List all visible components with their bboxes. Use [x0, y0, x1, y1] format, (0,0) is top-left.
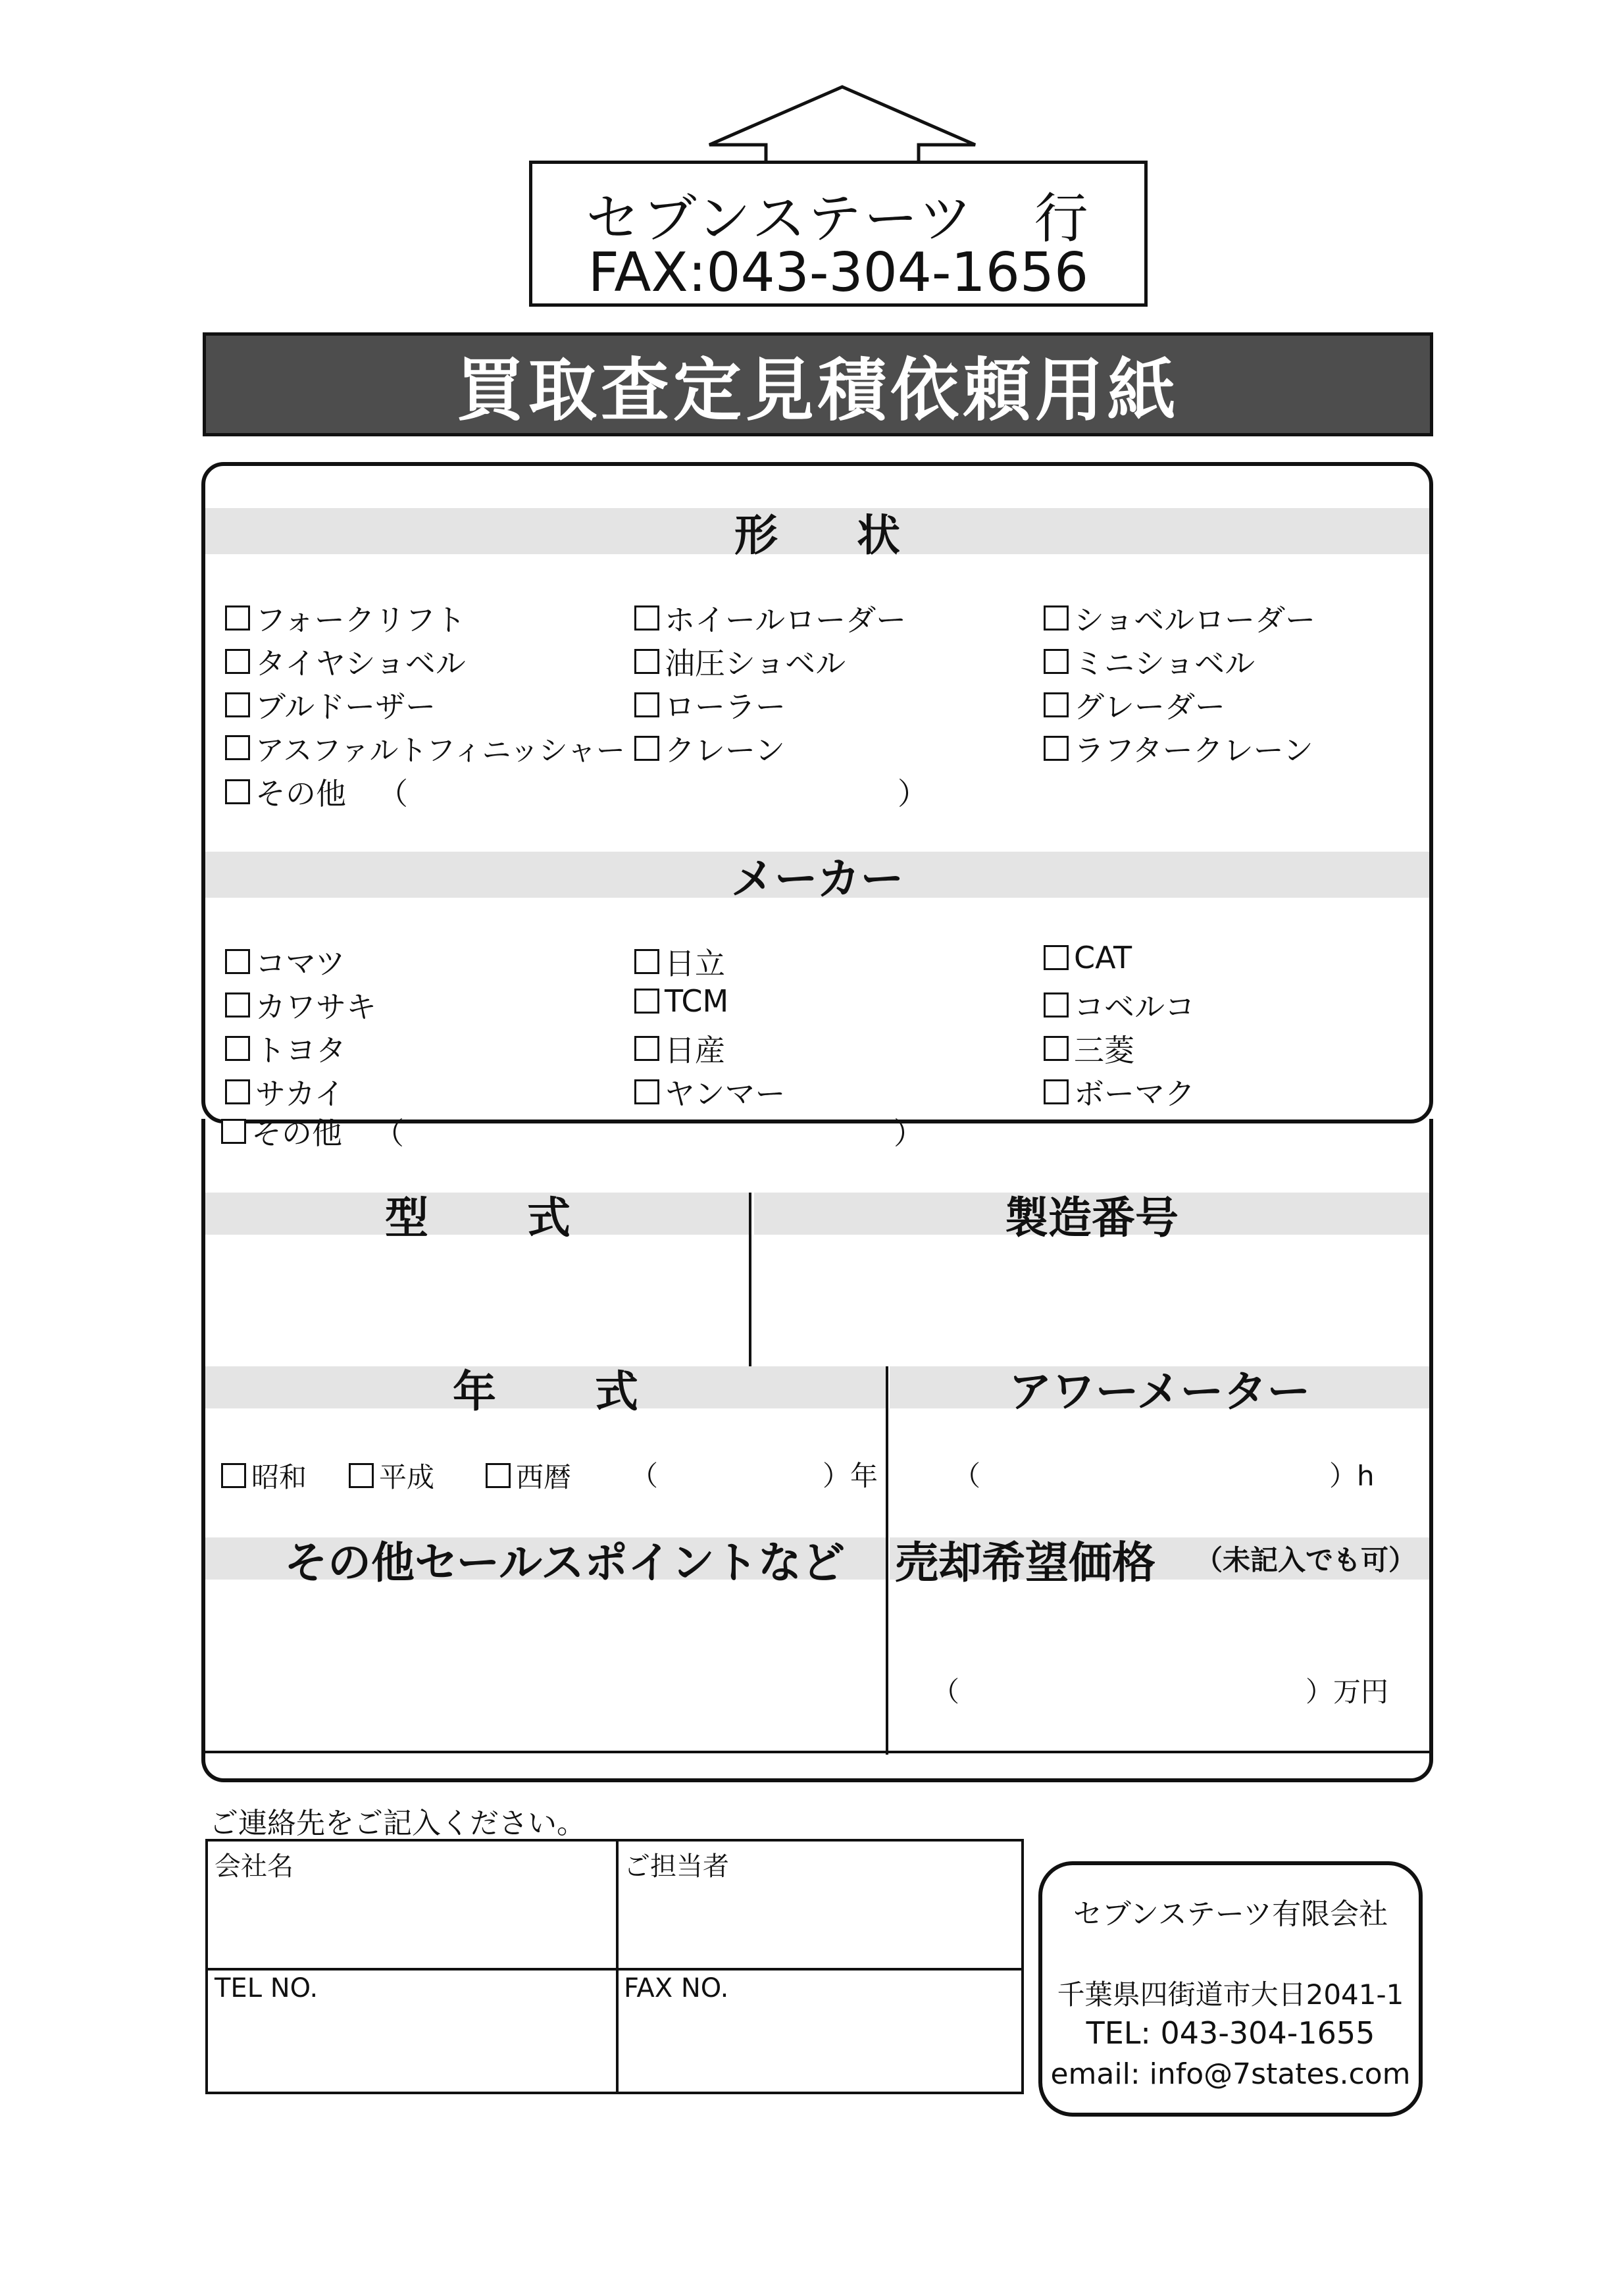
- hour-meter-heading: アワーメーター: [1008, 1366, 1311, 1417]
- shape-option-asphalt-finisher[interactable]: [225, 727, 625, 769]
- shape-option-bulldozer[interactable]: [225, 683, 436, 727]
- checkbox[interactable]: [1044, 692, 1069, 717]
- sales-points-heading-band: [205, 1537, 886, 1588]
- hour-meter-paren-open: （: [953, 1460, 981, 1492]
- year-paren-close: ）年: [823, 1460, 878, 1492]
- checkbox[interactable]: [634, 1036, 659, 1061]
- model-heading-b: 式: [527, 1192, 571, 1243]
- option-label: トヨタ: [255, 1033, 346, 1068]
- price-heading-band: [890, 1537, 1429, 1588]
- checkbox[interactable]: [1044, 992, 1069, 1018]
- appraisal-form: [201, 462, 1433, 1123]
- serial-heading: 製造番号: [1005, 1192, 1179, 1243]
- tel-label: TEL NO.: [215, 1973, 318, 2003]
- form-bottom-rule: [205, 1751, 1429, 1753]
- checkbox[interactable]: [225, 949, 250, 974]
- option-label: ブルドーザー: [255, 689, 436, 725]
- option-label: その他: [255, 776, 346, 812]
- maker-option-toyota[interactable]: [225, 1027, 346, 1070]
- shape-heading-b: 状: [857, 509, 900, 561]
- person-in-charge-label: ご担当者: [624, 1851, 729, 1882]
- checkbox[interactable]: [221, 1119, 246, 1144]
- checkbox[interactable]: [349, 1463, 374, 1488]
- option-label: CAT: [1074, 940, 1132, 975]
- option-label: 昭和: [251, 1461, 307, 1493]
- checkbox[interactable]: [221, 1463, 246, 1488]
- company-name-input[interactable]: [211, 1881, 612, 1964]
- option-label: コマツ: [255, 946, 345, 981]
- price-paren-open: （: [932, 1676, 960, 1708]
- maker-heading-band: [205, 852, 1429, 904]
- year-heading-a: 年: [453, 1366, 496, 1417]
- checkbox[interactable]: [486, 1463, 511, 1488]
- shape-option-tire-shovel[interactable]: [225, 640, 466, 683]
- shape-option-other[interactable]: [225, 770, 346, 813]
- contact-table-vdivider: [616, 1842, 619, 2092]
- option-label: ヤンマー: [665, 1076, 786, 1112]
- sales-points-heading: その他セールスポイントなど: [284, 1537, 846, 1588]
- maker-option-other[interactable]: [221, 1110, 342, 1153]
- checkbox[interactable]: [634, 605, 659, 631]
- checkbox[interactable]: [1044, 649, 1069, 674]
- checkbox[interactable]: [634, 1079, 659, 1104]
- fax-recipient-box: [529, 161, 1148, 307]
- shape-option-hydraulic-shovel[interactable]: [634, 640, 846, 683]
- option-label: 三菱: [1074, 1033, 1134, 1068]
- shape-option-crane[interactable]: [634, 727, 785, 770]
- option-label: コベルコ: [1074, 989, 1195, 1025]
- option-label: 平成: [379, 1461, 435, 1493]
- shape-option-forklift[interactable]: [225, 596, 466, 640]
- option-label: ラフタークレーン: [1074, 733, 1313, 768]
- shape-other-paren-open: （: [378, 776, 408, 812]
- option-label: フォークリフト: [255, 602, 466, 638]
- maker-option-kawasaki[interactable]: [225, 983, 376, 1027]
- form-title-bar: [203, 332, 1433, 436]
- checkbox[interactable]: [1044, 945, 1069, 970]
- option-label: 西暦: [516, 1461, 572, 1493]
- checkbox[interactable]: [634, 736, 659, 761]
- checkbox[interactable]: [225, 1036, 250, 1061]
- checkbox[interactable]: [225, 1079, 250, 1104]
- checkbox[interactable]: [225, 605, 250, 631]
- company-email: email: info@7states.com: [1050, 2057, 1411, 2091]
- maker-option-nissan[interactable]: [634, 1027, 725, 1070]
- checkbox[interactable]: [225, 649, 250, 674]
- maker-heading: メーカー: [730, 853, 904, 904]
- maker-option-komatsu[interactable]: [225, 940, 345, 983]
- option-label: 油圧ショベル: [665, 646, 846, 681]
- price-paren-close: ）万円: [1306, 1676, 1389, 1708]
- shape-option-roller[interactable]: [634, 683, 786, 727]
- model-heading-band: [205, 1192, 750, 1243]
- model-heading-a: 型: [385, 1192, 428, 1243]
- company-name-label: 会社名: [215, 1851, 293, 1882]
- checkbox[interactable]: [225, 692, 250, 717]
- option-label: 日産: [665, 1033, 725, 1068]
- shape-option-wheel-loader[interactable]: [634, 596, 906, 640]
- recipient-name: セブンステーツ: [586, 188, 975, 250]
- shape-other-input[interactable]: [416, 767, 890, 807]
- maker-other-input[interactable]: [412, 1107, 886, 1146]
- checkbox[interactable]: [634, 949, 659, 974]
- maker-option-tcm[interactable]: [634, 983, 728, 1019]
- contact-table-hdivider: [208, 1968, 1021, 1971]
- year-heading-b: 式: [595, 1366, 638, 1417]
- price-input[interactable]: [961, 1666, 1296, 1703]
- checkbox[interactable]: [1044, 1079, 1069, 1104]
- hour-meter-paren-close: ）h: [1329, 1460, 1375, 1492]
- model-serial-divider: [749, 1193, 751, 1366]
- option-label: クレーン: [665, 733, 786, 768]
- maker-option-sakai[interactable]: [225, 1070, 345, 1114]
- shape-option-grader[interactable]: [1044, 683, 1225, 727]
- contact-instruction: ご連絡先をご記入ください。: [209, 1807, 586, 1840]
- up-arrow-icon: [704, 84, 980, 170]
- person-in-charge-input[interactable]: [621, 1881, 1016, 1964]
- shape-heading-a: 形: [734, 509, 778, 561]
- maker-option-hitachi[interactable]: [634, 940, 725, 983]
- recipient-suffix: 行: [1034, 188, 1091, 250]
- form-title: 買取査定見積依頼用紙: [455, 350, 1180, 430]
- maker-option-mitsubishi[interactable]: [1044, 1027, 1134, 1070]
- shape-option-rough-terrain-crane[interactable]: [1044, 727, 1313, 770]
- tel-input[interactable]: [211, 2009, 612, 2088]
- option-label: タイヤショベル: [255, 646, 466, 681]
- company-info-box: [1038, 1861, 1423, 2117]
- year-option-seireki[interactable]: [486, 1456, 571, 1495]
- price-note: （未記入でも可）: [1195, 1544, 1417, 1576]
- shape-option-shovel-loader[interactable]: [1044, 596, 1315, 640]
- price-heading: 売却希望価格: [895, 1537, 1155, 1588]
- company-name: セブンステーツ有限会社: [1073, 1897, 1388, 1931]
- year-option-showa[interactable]: [221, 1456, 307, 1495]
- model-input[interactable]: [211, 1239, 744, 1364]
- maker-other-paren-open: （: [374, 1116, 404, 1151]
- option-label: アスファルトフィニッシャー: [255, 734, 625, 767]
- company-tel: TEL: 043-304-1655: [1086, 2015, 1375, 2051]
- checkbox[interactable]: [1044, 605, 1069, 631]
- year-heading-band: [205, 1366, 886, 1417]
- fax-number: FAX:043-304-1656: [588, 242, 1089, 304]
- option-label: サカイ: [255, 1076, 345, 1112]
- option-label: ホイールローダー: [665, 602, 907, 638]
- option-label: グレーダー: [1074, 689, 1225, 725]
- checkbox[interactable]: [225, 779, 250, 804]
- year-input[interactable]: [658, 1451, 816, 1487]
- right-column-divider: [886, 1366, 888, 1755]
- option-label: ボーマク: [1074, 1076, 1195, 1112]
- sales-points-input[interactable]: [211, 1586, 879, 1744]
- checkbox[interactable]: [634, 692, 659, 717]
- shape-option-mini-shovel[interactable]: [1044, 640, 1255, 683]
- fax-input[interactable]: [621, 2009, 1016, 2088]
- checkbox[interactable]: [225, 992, 250, 1018]
- checkbox[interactable]: [634, 989, 659, 1014]
- option-label: 日立: [665, 946, 725, 981]
- fax-label: FAX NO.: [624, 1973, 729, 2003]
- hour-meter-heading-band: [890, 1366, 1429, 1417]
- maker-option-bomag[interactable]: [1044, 1070, 1195, 1114]
- shape-heading-band: [205, 508, 1429, 561]
- company-address: 千葉県四街道市大日2041-1: [1057, 1978, 1404, 2011]
- serial-heading-band: [754, 1192, 1429, 1243]
- shape-other-paren-close: ）: [898, 776, 928, 812]
- year-option-heisei[interactable]: [349, 1456, 434, 1495]
- option-label: その他: [251, 1116, 342, 1151]
- checkbox[interactable]: [634, 649, 659, 674]
- checkbox[interactable]: [1044, 1036, 1069, 1061]
- maker-option-kobelco[interactable]: [1044, 983, 1195, 1027]
- contact-table: [205, 1839, 1024, 2094]
- option-label: TCM: [665, 983, 729, 1019]
- checkbox[interactable]: [1044, 736, 1069, 761]
- serial-input[interactable]: [757, 1239, 1425, 1364]
- checkbox[interactable]: [225, 735, 250, 760]
- maker-other-paren-close: ）: [894, 1116, 924, 1151]
- year-paren-open: （: [630, 1460, 659, 1492]
- option-label: ショベルローダー: [1074, 602, 1316, 638]
- maker-option-cat[interactable]: [1044, 940, 1132, 975]
- hour-meter-input[interactable]: [980, 1451, 1323, 1487]
- option-label: ミニショベル: [1074, 646, 1256, 681]
- option-label: ローラー: [665, 689, 786, 725]
- option-label: カワサキ: [255, 989, 376, 1025]
